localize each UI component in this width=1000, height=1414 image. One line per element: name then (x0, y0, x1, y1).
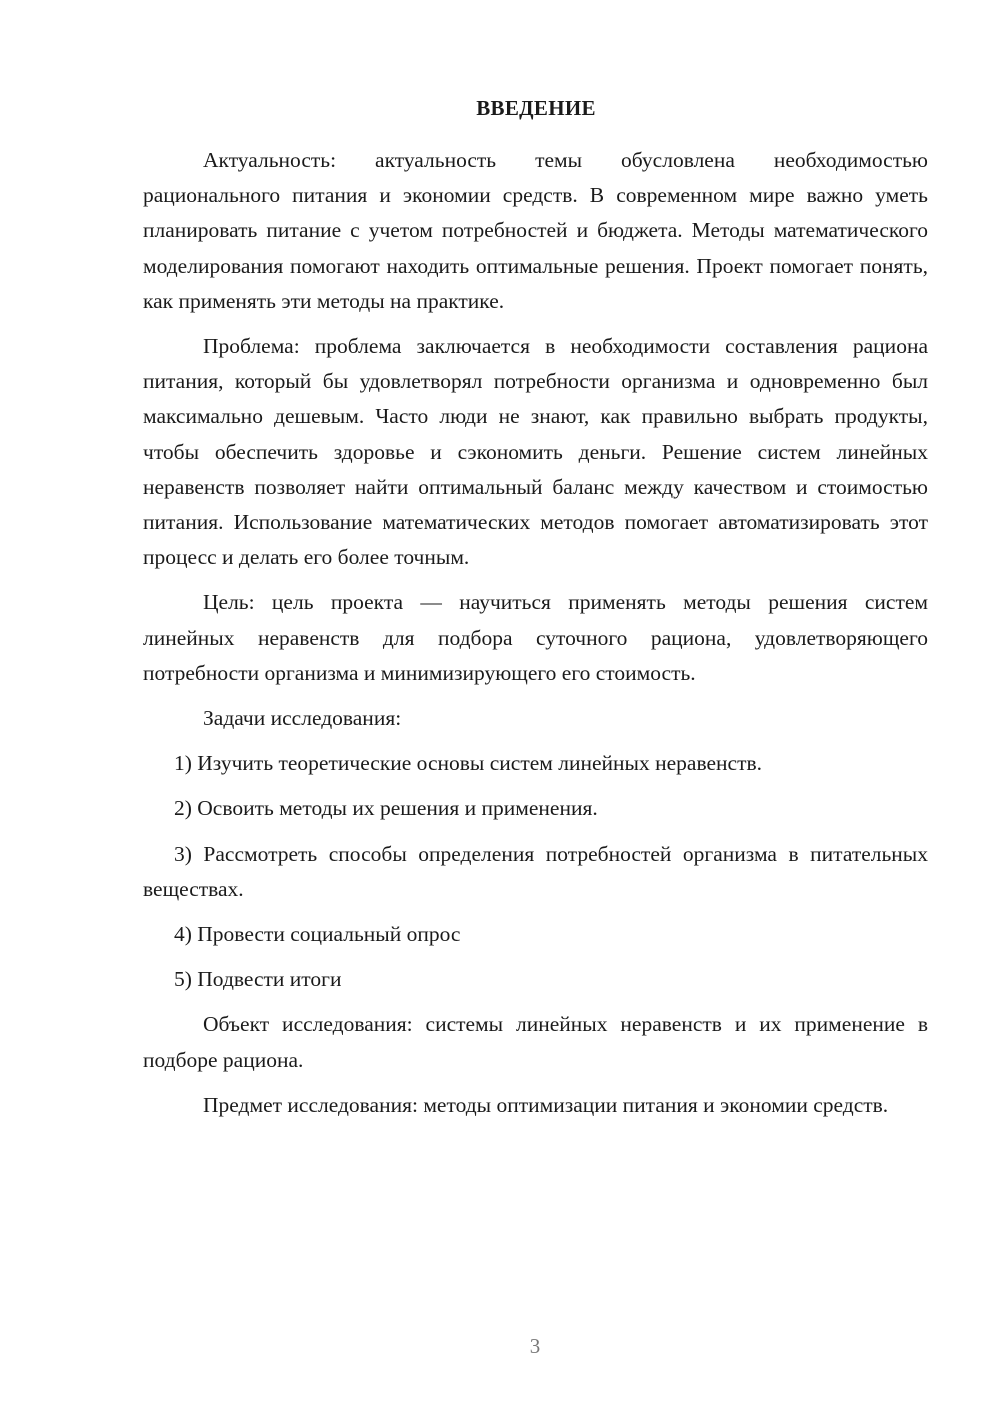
paragraph-goal: Цель: цель проекта — научиться применять методы решения систем линейных неравенств для подбора суточного рациона, удовлетворяющего потребности организма и минимизирующего его стоимость. (143, 590, 928, 685)
task-item-3: 3) Рассмотреть способы определения потребностей организма в питательных веществах. (143, 841, 928, 901)
section-heading: ВВЕДЕНИЕ (476, 96, 596, 120)
task-item-2: 2) Освоить методы их решения и применения. (174, 796, 598, 821)
paragraph-problem: Проблема: проблема заключается в необходимости составления рациона питания, который бы удовлетворял потребности организма и одновременно был максимально дешевым. Часто люди не знают, как правильно выбрать продукты, чтобы обеспечить здоровье и сэкономить деньги. Решение систем линейных неравенств позволяет найти оптимальный баланс между качеством и стоимостью питания. Использование математических методов помогает автоматизировать этот процесс и делать его более точным. (143, 334, 928, 570)
paragraph-object: Объект исследования: системы линейных неравенств и их применение в подборе рациона. (143, 1012, 928, 1072)
task-item-1: 1) Изучить теоретические основы систем линейных неравенств. (174, 751, 762, 776)
paragraph-subject: Предмет исследования: методы оптимизации питания и экономии средств. (203, 1092, 889, 1117)
task-item-4: 4) Провести социальный опрос (174, 922, 461, 947)
page-number: 3 (529, 1334, 541, 1358)
task-item-5: 5) Подвести итоги (174, 967, 342, 992)
paragraph-relevance: Актуальность: актуальность темы обусловлена необходимостью рационального питания и экономии средств. В современном мире важно уметь планировать питание с учетом потребностей и бюджета. Методы математического моделирования помогают находить оптимальные решения. Проект помогает понять, как применять эти методы на практике. (143, 148, 928, 313)
body-text (143, 143, 928, 1123)
tasks-title: Задачи исследования: (203, 706, 402, 731)
